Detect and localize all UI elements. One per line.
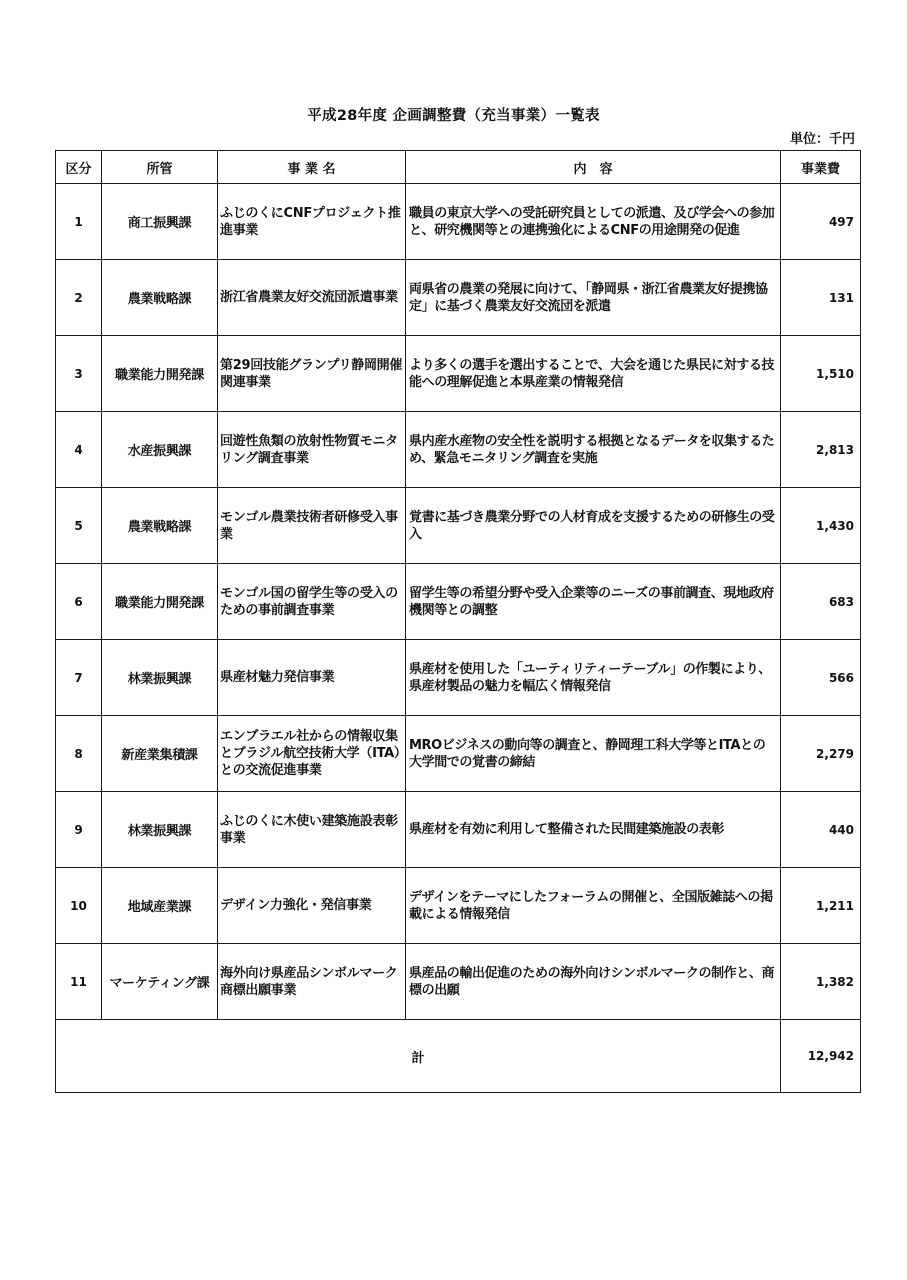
table-header-row bbox=[56, 151, 861, 184]
unit-label: 単位：千円 bbox=[789, 132, 855, 147]
row-content: 職員の東京大学への受託研究員としての派遣、及び学会への参加と、研究機関等との連携強化によるCNFの用途開発の促進 bbox=[406, 184, 781, 260]
row-no: 8 bbox=[56, 716, 102, 792]
row-cost: 131 bbox=[781, 260, 861, 336]
table-row bbox=[56, 260, 861, 336]
row-cost: 1,382 bbox=[781, 944, 861, 1020]
row-cost: 497 bbox=[781, 184, 861, 260]
row-project: 浙江省農業友好交流団派遣事業 bbox=[218, 260, 406, 336]
row-project: エンブラエル社からの情報収集とブラジル航空技術大学（ITA）との交流促進事業 bbox=[218, 716, 406, 792]
header-content: 内 容 bbox=[406, 151, 781, 184]
row-project: デザイン力強化・発信事業 bbox=[218, 868, 406, 944]
row-dept: 職業能力開発課 bbox=[102, 336, 218, 412]
row-content: 県産品の輸出促進のための海外向けシンボルマークの制作と、商標の出願 bbox=[406, 944, 781, 1020]
row-no: 3 bbox=[56, 336, 102, 412]
row-project: ふじのくに木使い建築施設表彰事業 bbox=[218, 792, 406, 868]
table-row bbox=[56, 944, 861, 1020]
table-row bbox=[56, 412, 861, 488]
row-no: 4 bbox=[56, 412, 102, 488]
row-no: 10 bbox=[56, 868, 102, 944]
row-content: 県産材を有効に利用して整備された民間建築施設の表彰 bbox=[406, 792, 781, 868]
table-row bbox=[56, 488, 861, 564]
row-dept: 農業戦略課 bbox=[102, 260, 218, 336]
row-dept: 職業能力開発課 bbox=[102, 564, 218, 640]
row-cost: 566 bbox=[781, 640, 861, 716]
row-content: より多くの選手を選出することで、大会を通じた県民に対する技能への理解促進と本県産業の情報発信 bbox=[406, 336, 781, 412]
row-project: 回遊性魚類の放射性物質モニタリング調査事業 bbox=[218, 412, 406, 488]
row-dept: 商工振興課 bbox=[102, 184, 218, 260]
row-content: 覚書に基づき農業分野での人材育成を支援するための研修生の受入 bbox=[406, 488, 781, 564]
row-dept: マーケティング課 bbox=[102, 944, 218, 1020]
table-row bbox=[56, 336, 861, 412]
table-row bbox=[56, 564, 861, 640]
header-no: 区分 bbox=[56, 151, 102, 184]
table-row bbox=[56, 868, 861, 944]
row-cost: 2,813 bbox=[781, 412, 861, 488]
table-row bbox=[56, 792, 861, 868]
row-dept: 水産振興課 bbox=[102, 412, 218, 488]
table-row bbox=[56, 640, 861, 716]
row-no: 9 bbox=[56, 792, 102, 868]
row-project: モンゴル農業技術者研修受入事業 bbox=[218, 488, 406, 564]
row-content: 県内産水産物の安全性を説明する根拠となるデータを収集するため、緊急モニタリング調査を実施 bbox=[406, 412, 781, 488]
row-content: 留学生等の希望分野や受入企業等のニーズの事前調査、現地政府機関等との調整 bbox=[406, 564, 781, 640]
row-no: 2 bbox=[56, 260, 102, 336]
row-no: 11 bbox=[56, 944, 102, 1020]
table-row bbox=[56, 184, 861, 260]
total-row bbox=[56, 1020, 861, 1093]
row-no: 6 bbox=[56, 564, 102, 640]
row-dept: 林業振興課 bbox=[102, 792, 218, 868]
row-cost: 1,430 bbox=[781, 488, 861, 564]
row-cost: 1,211 bbox=[781, 868, 861, 944]
row-cost: 440 bbox=[781, 792, 861, 868]
row-no: 5 bbox=[56, 488, 102, 564]
row-project: ふじのくにCNFプロジェクト推進事業 bbox=[218, 184, 406, 260]
total-label: 計 bbox=[56, 1020, 781, 1093]
row-no: 7 bbox=[56, 640, 102, 716]
row-content: デザインをテーマにしたフォーラムの開催と、全国版雑誌への掲載による情報発信 bbox=[406, 868, 781, 944]
row-content: MROビジネスの動向等の調査と、静岡理工科大学等とITAとの大学間での覚書の締結 bbox=[406, 716, 781, 792]
row-no: 1 bbox=[56, 184, 102, 260]
budget-table bbox=[55, 150, 861, 1093]
row-cost: 2,279 bbox=[781, 716, 861, 792]
total-cost: 12,942 bbox=[781, 1020, 861, 1093]
row-content: 両県省の農業の発展に向けて、「静岡県・浙江省農業友好提携協定」に基づく農業友好交流団を派遣 bbox=[406, 260, 781, 336]
row-dept: 農業戦略課 bbox=[102, 488, 218, 564]
header-project: 事 業 名 bbox=[218, 151, 406, 184]
row-cost: 1,510 bbox=[781, 336, 861, 412]
table-row bbox=[56, 716, 861, 792]
row-project: 第29回技能グランプリ静岡開催関連事業 bbox=[218, 336, 406, 412]
row-content: 県産材を使用した「ユーティリティーテーブル」の作製により、県産材製品の魅力を幅広く情報発信 bbox=[406, 640, 781, 716]
document-title: 平成28年度 企画調整費（充当事業）一覧表 bbox=[307, 108, 600, 124]
row-project: モンゴル国の留学生等の受入のための事前調査事業 bbox=[218, 564, 406, 640]
row-project: 海外向け県産品シンボルマーク商標出願事業 bbox=[218, 944, 406, 1020]
header-dept: 所管 bbox=[102, 151, 218, 184]
row-project: 県産材魅力発信事業 bbox=[218, 640, 406, 716]
row-dept: 地域産業課 bbox=[102, 868, 218, 944]
row-dept: 林業振興課 bbox=[102, 640, 218, 716]
row-dept: 新産業集積課 bbox=[102, 716, 218, 792]
row-cost: 683 bbox=[781, 564, 861, 640]
header-cost: 事業費 bbox=[781, 151, 861, 184]
